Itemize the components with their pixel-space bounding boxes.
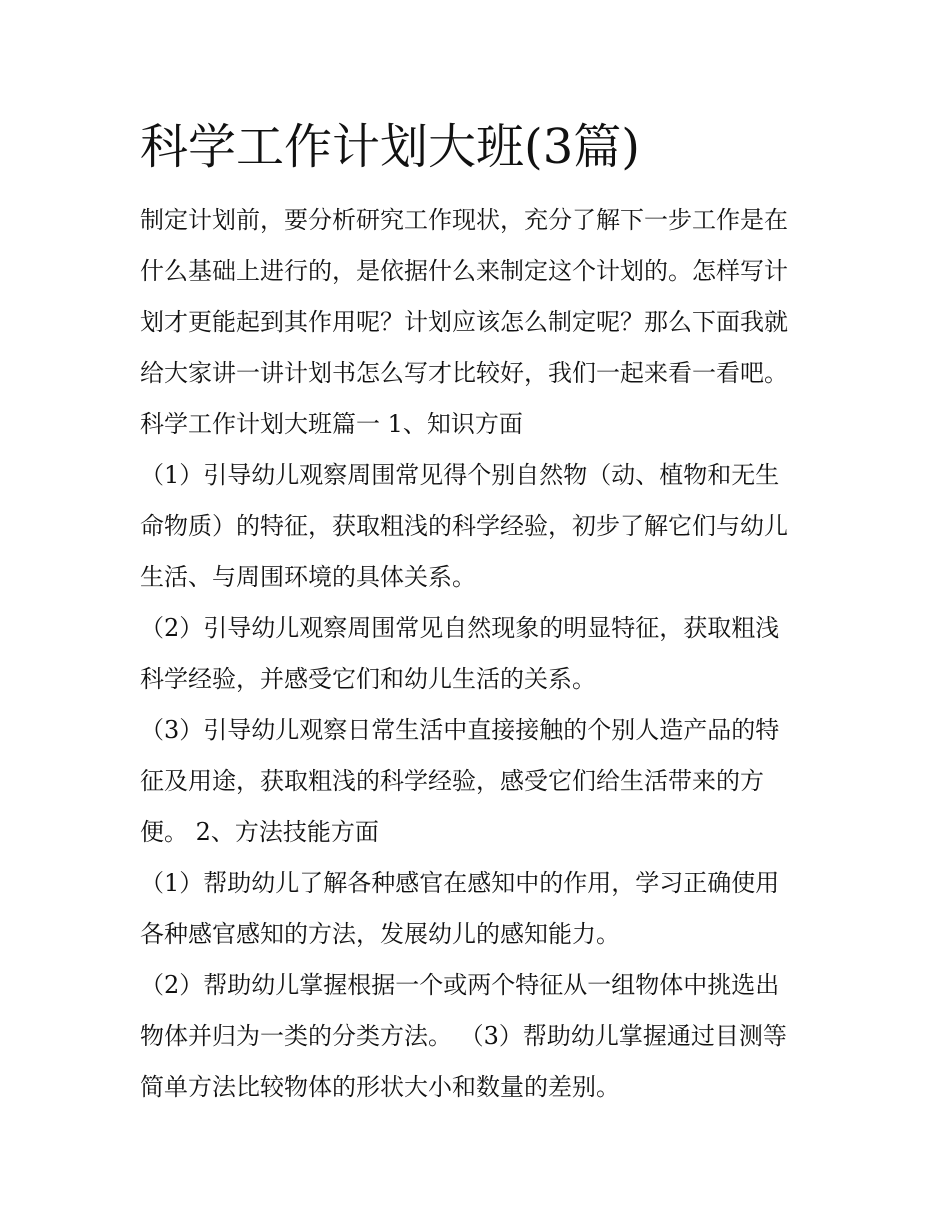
body-line: 制定计划前，要分析研究工作现状，充分了解下一步工作是在 bbox=[140, 206, 788, 234]
body-line: 划才更能起到其作用呢？计划应该怎么制定呢？那么下面我就 bbox=[140, 308, 788, 336]
body-line: 给大家讲一讲计划书怎么写才比较好，我们一起来看一看吧。 bbox=[140, 359, 788, 387]
document-body bbox=[140, 195, 820, 1113]
section-heading-line: 科学工作计划大班篇一 1、知识方面 bbox=[140, 410, 523, 438]
body-line: （2）帮助幼儿掌握根据一个或两个特征从一组物体中挑选出 bbox=[140, 971, 780, 999]
body-line: 生活、与周围环境的具体关系。 bbox=[140, 563, 476, 591]
document-page bbox=[140, 116, 820, 1113]
body-line: 简单方法比较物体的形状大小和数量的差别。 bbox=[140, 1073, 620, 1101]
body-line: 征及用途，获取粗浅的科学经验，感受它们给生活带来的方 bbox=[140, 767, 764, 795]
body-line: 命物质）的特征，获取粗浅的科学经验，初步了解它们与幼儿 bbox=[140, 512, 788, 540]
document-title: 科学工作计划大班(3篇) bbox=[140, 119, 640, 175]
body-line: 物体并归为一类的分类方法。 （3）帮助幼儿掌握通过目测等 bbox=[140, 1022, 787, 1050]
body-line: 什么基础上进行的，是依据什么来制定这个计划的。怎样写计 bbox=[140, 257, 788, 285]
body-line: （1）引导幼儿观察周围常见得个别自然物（动、植物和无生 bbox=[140, 461, 780, 489]
body-line: （1）帮助幼儿了解各种感官在感知中的作用，学习正确使用 bbox=[140, 869, 780, 897]
body-line: 各种感官感知的方法，发展幼儿的感知能力。 bbox=[140, 920, 620, 948]
body-line: （3）引导幼儿观察日常生活中直接接触的个别人造产品的特 bbox=[140, 716, 780, 744]
section-heading-line: 便。 2、方法技能方面 bbox=[140, 818, 379, 846]
body-line: 科学经验，并感受它们和幼儿生活的关系。 bbox=[140, 665, 596, 693]
body-line: （2）引导幼儿观察周围常见自然现象的明显特征，获取粗浅 bbox=[140, 614, 780, 642]
